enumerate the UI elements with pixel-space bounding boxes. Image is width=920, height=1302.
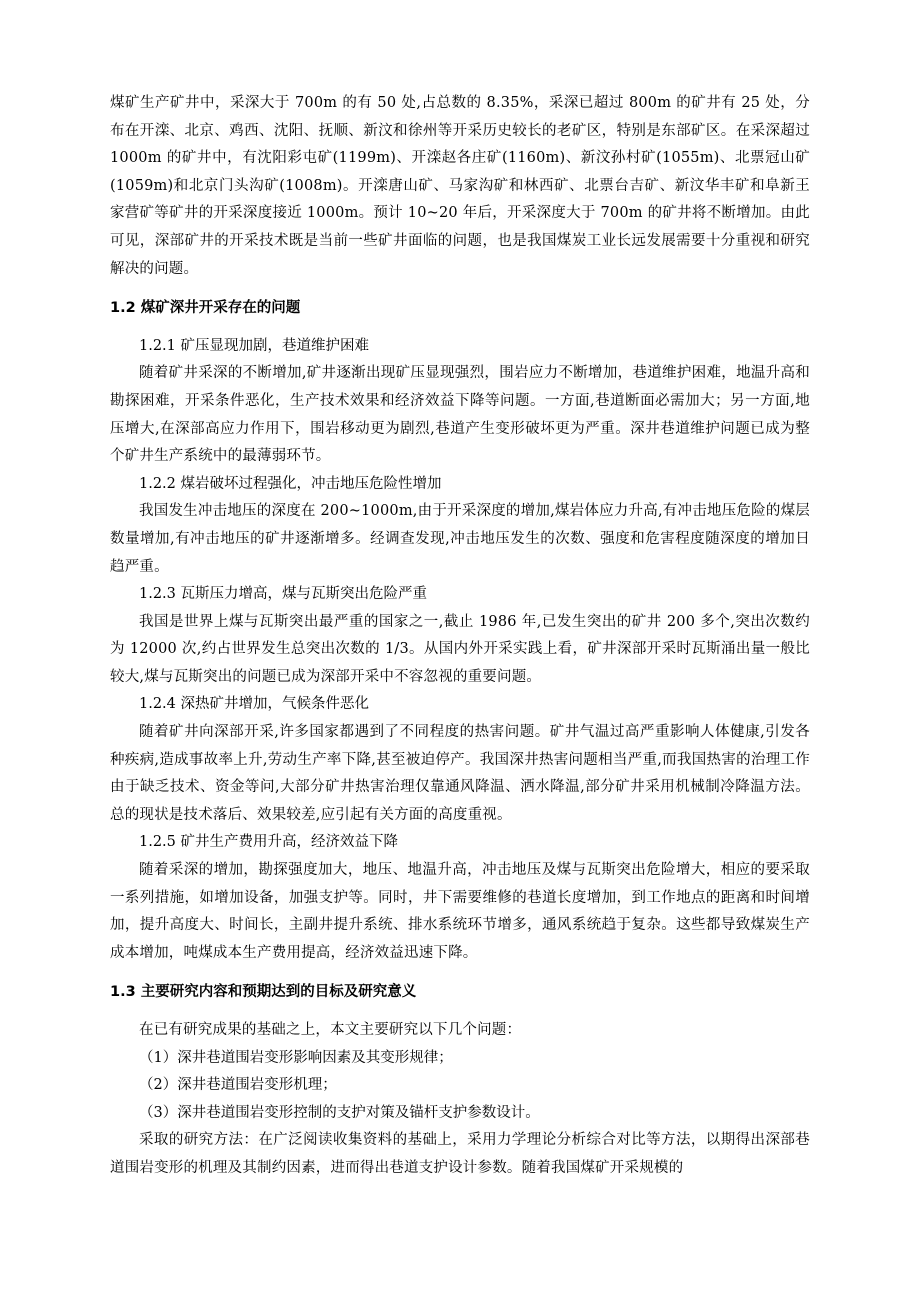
research-list-item-1: （1）深井巷道围岩变形影响因素及其变形规律； <box>139 1049 453 1066</box>
intro-paragraph: 煤矿生产矿井中，采深大于 700m 的有 50 处,占总数的 8.35%，采深已超过 800m 的矿井有 25 处，分布在开滦、北京、鸡西、沈阳、抚顺、新汶和徐州等开采历史较长的老矿区，特别是东部矿区。在采深超过 1000m 的矿井中，有沈阳彩屯矿(1199m)、开滦赵各庄矿(1160m)、新汶孙村矿(1055m)、北票冠山矿(1059m)和北京门头沟矿(1008m)。开滦唐山矿、马家沟矿和林西矿、北票台吉矿、新汶华丰矿和阜新王家营矿等矿井的开采深度接近 1000m。预计 10~20 年后，开采深度大于 700m 的矿井将不断增加。由此可见，深部矿井的开采技术既是当前一些矿井面临的问题，也是我国煤炭工业长远发展需要十分重视和研究解决的问题。 <box>110 95 810 277</box>
subsection-paragraph-1-2-2: 我国发生冲击地压的深度在 200~1000m,由于开采深度的增加,煤岩体应力升高,有冲击地压危险的煤层数量增加,有冲击地压的矿井逐渐增多。经调查发现,冲击地压发生的次数、强度和危害程度随深度的增加日趋严重。 <box>110 503 810 575</box>
research-lead-paragraph: 在已有研究成果的基础之上，本文主要研究以下几个问题： <box>139 1022 522 1038</box>
subsection-paragraph-1-2-1: 随着矿井采深的不断增加,矿井逐渐出现矿压显现强烈，围岩应力不断增加，巷道维护困难，地温升高和勘探困难，开采条件恶化，生产技术效果和经济效益下降等问题。一方面,巷道断面必需加大；另一方面,地压增大,在深部高应力作用下，围岩移动更为剧烈,巷道产生变形破坏更为严重。深井巷道维护问题已成为整个矿井生产系统中的最薄弱环节。 <box>110 365 810 465</box>
subsection-paragraph-1-2-3: 我国是世界上煤与瓦斯突出最严重的国家之一,截止 1986 年,已发生突出的矿井 200 多个,突出次数约为 12000 次,约占世界发生总突出次数的 1/3。从国内外开采实践上看，矿井深部开采时瓦斯涌出量一般比较大,煤与瓦斯突出的问题已成为深部开采中不容忽视的重要问题。 <box>110 613 810 685</box>
research-list-item-2: （2）深井巷道围岩变形机理； <box>139 1077 337 1094</box>
subsection-heading-1-2-5: 1.2.5 矿井生产费用升高，经济效益下降 <box>139 834 399 851</box>
document-page <box>110 90 810 1183</box>
research-list-item-3: （3）深井巷道围岩变形控制的支护对策及锚杆支护参数设计。 <box>139 1104 540 1121</box>
section-heading-1-2: 1.2 煤矿深井开采存在的问题 <box>110 300 301 317</box>
section-heading-1-3: 1.3 主要研究内容和预期达到的目标及研究意义 <box>110 984 417 1001</box>
subsection-heading-1-2-3: 1.2.3 瓦斯压力增高，煤与瓦斯突出危险严重 <box>139 586 428 603</box>
subsection-heading-1-2-1: 1.2.1 矿压显现加剧，巷道维护困难 <box>139 337 370 354</box>
subsection-heading-1-2-2: 1.2.2 煤岩破坏过程强化，冲击地压危险性增加 <box>139 475 442 492</box>
subsection-paragraph-1-2-5: 随着采深的增加，勘探强度加大，地压、地温升高，冲击地压及煤与瓦斯突出危险增大，相应的要采取一系列措施，如增加设备，加强支护等。同时，井下需要维修的巷道长度增加，到工作地点的距离和时间增加，提升高度大、时间长，主副井提升系统、排水系统环节增多，通风系统趋于复杂。这些都导致煤炭生产成本增加，吨煤成本生产费用提高，经济效益迅速下降。 <box>110 862 810 961</box>
subsection-heading-1-2-4: 1.2.4 深热矿井增加，气候条件恶化 <box>139 696 370 713</box>
subsection-paragraph-1-2-4: 随着矿井向深部开采,许多国家都遇到了不同程度的热害问题。矿井气温过高严重影响人体健康,引发各种疾病,造成事故率上升,劳动生产率下降,甚至被迫停产。我国深井热害问题相当严重,而我国热害的治理工作由于缺乏技术、资金等问,大部分矿井热害治理仅靠通风降温、洒水降温,部分矿井采用机械制冷降温方法。总的现状是技术落后、效果较差,应引起有关方面的高度重视。 <box>110 724 810 823</box>
research-method-paragraph: 采取的研究方法：在广泛阅读收集资料的基础上，采用力学理论分析综合对比等方法，以期得出深部巷道围岩变形的机理及其制约因素，进而得出巷道支护设计参数。随着我国煤矿开采规模的 <box>110 1132 810 1176</box>
